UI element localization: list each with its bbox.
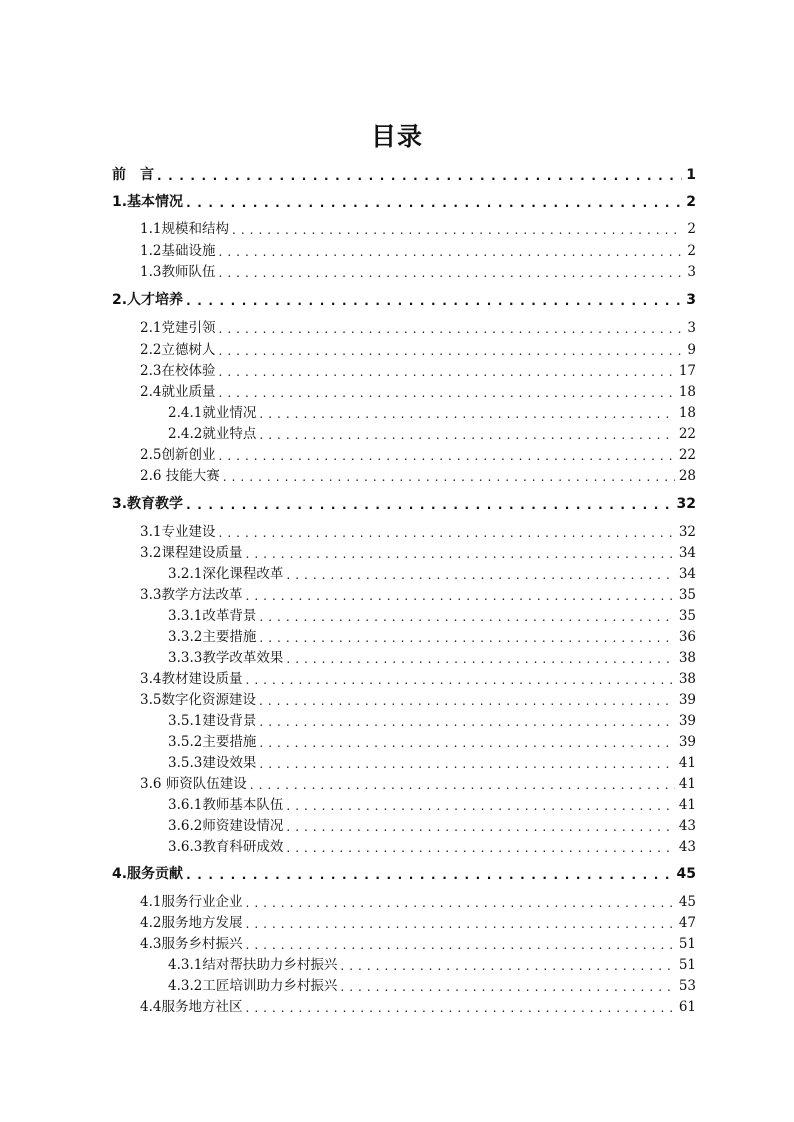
- dot-leader: [259, 712, 674, 730]
- dot-leader: [259, 607, 674, 625]
- dot-leader: [186, 193, 682, 211]
- toc-entry-label: 1.基本情况: [112, 194, 184, 210]
- toc-entry-subsection[interactable]: [0, 750, 696, 772]
- toc-entry-section[interactable]: [0, 519, 696, 541]
- toc-entry-label: 2.6 技能大赛: [140, 468, 220, 484]
- dot-leader: [245, 935, 674, 953]
- toc-entry-label: 2.5创新创业: [140, 447, 216, 463]
- toc-entry-chapter-2[interactable]: [0, 287, 696, 309]
- toc-entry-page: 47: [678, 915, 696, 931]
- dot-leader: [186, 495, 672, 513]
- toc-entry-section[interactable]: [0, 931, 696, 953]
- toc-entry-section[interactable]: [0, 379, 696, 401]
- dot-leader: [245, 893, 674, 911]
- dot-leader: [259, 404, 674, 422]
- toc-entry-label: 3.5.2主要措施: [168, 734, 257, 750]
- dot-leader: [286, 838, 674, 856]
- toc-entry-label: 4.服务贡献: [112, 866, 184, 882]
- toc-entry-page: 61: [678, 999, 696, 1015]
- dot-leader: [218, 362, 674, 380]
- toc-entry-section[interactable]: [0, 315, 696, 337]
- toc-entry-label: 2.4.2就业特点: [168, 426, 257, 442]
- dot-leader: [245, 586, 674, 604]
- toc-entry-label: 1.1规模和结构: [140, 221, 229, 237]
- dot-leader: [186, 865, 672, 883]
- toc-entry-label: 3.6.1教师基本队伍: [168, 797, 284, 813]
- dot-leader: [259, 628, 674, 646]
- toc-entry-label: 4.3.2工匠培训助力乡村振兴: [168, 978, 338, 994]
- toc-entry-label: 3.3教学方法改革: [140, 587, 243, 603]
- toc-entry-page: 22: [678, 447, 696, 463]
- toc-entry-label: 1.3教师队伍: [140, 264, 216, 280]
- toc-entry-page: 38: [678, 671, 696, 687]
- dot-leader: [218, 383, 674, 401]
- toc-entry-page: 53: [678, 978, 696, 994]
- toc-entry-subsection[interactable]: [0, 813, 696, 835]
- dot-leader: [245, 914, 674, 932]
- toc-entry-label: 4.3.1结对帮扶助力乡村振兴: [168, 957, 338, 973]
- toc-entry-label: 2.3在校体验: [140, 363, 216, 379]
- toc-entry-page: 34: [678, 545, 696, 561]
- dot-leader: [218, 263, 683, 281]
- toc-entry-section[interactable]: [0, 582, 696, 604]
- toc-entry-label: 2.4就业质量: [140, 384, 216, 400]
- toc-entry-section[interactable]: [0, 442, 696, 464]
- dot-leader: [232, 220, 683, 238]
- toc-entry-page: 43: [678, 818, 696, 834]
- toc-entry-label: 2.4.1就业情况: [168, 405, 257, 421]
- dot-leader: [218, 242, 683, 260]
- dot-leader: [286, 796, 674, 814]
- toc-entry-label: 3.3.2主要措施: [168, 629, 257, 645]
- toc-entry-label: 4.3服务乡村振兴: [140, 936, 243, 952]
- dot-leader: [286, 649, 674, 667]
- toc-entry-page: 39: [678, 713, 696, 729]
- toc-entry-subsection[interactable]: [0, 561, 696, 583]
- dot-leader: [259, 425, 674, 443]
- toc-entry-subsection[interactable]: [0, 708, 696, 730]
- toc-entry-preface[interactable]: [0, 162, 696, 184]
- toc-entry-section[interactable]: [0, 337, 696, 359]
- toc-entry-label: 4.2服务地方发展: [140, 915, 243, 931]
- dot-leader: [218, 523, 674, 541]
- toc-entry-page: 34: [678, 566, 696, 582]
- toc-entry-subsection[interactable]: [0, 973, 696, 995]
- toc-entry-subsection[interactable]: [0, 400, 696, 422]
- toc-entry-label: 3.6 师资队伍建设: [140, 776, 247, 792]
- toc-entry-page: 38: [678, 650, 696, 666]
- dot-leader: [218, 446, 674, 464]
- toc-entry-label: 3.5数字化资源建设: [140, 692, 256, 708]
- toc-entry-section[interactable]: [0, 259, 696, 281]
- toc-entry-page: 41: [678, 776, 696, 792]
- toc-entry-label: 3.6.3教育科研成效: [168, 839, 284, 855]
- toc-entry-page: 22: [678, 426, 696, 442]
- toc-entry-page: 17: [678, 363, 696, 379]
- toc-entry-label: 3.6.2师资建设情况: [168, 818, 284, 834]
- toc-entry-chapter-4[interactable]: [0, 861, 696, 883]
- toc-entry-label: 3.5.3建设效果: [168, 755, 257, 771]
- toc-entry-subsection[interactable]: [0, 645, 696, 667]
- toc-entry-page: 18: [678, 384, 696, 400]
- toc-entry-page: 28: [678, 468, 696, 484]
- toc-entry-label: 3.4教材建设质量: [140, 671, 243, 687]
- dot-leader: [157, 166, 682, 184]
- toc-entry-page: 18: [678, 405, 696, 421]
- toc-entry-subsection[interactable]: [0, 603, 696, 625]
- toc-entry-chapter-1[interactable]: [0, 189, 696, 211]
- toc-entry-label: 1.2基础设施: [140, 243, 216, 259]
- toc-entry-label: 2.人才培养: [112, 292, 184, 308]
- toc-entry-label: 4.4服务地方社区: [140, 999, 243, 1015]
- toc-entry-page: 2: [687, 243, 696, 259]
- toc-entry-label: 前 言: [112, 167, 154, 183]
- toc-entry-section[interactable]: [0, 994, 696, 1016]
- toc-entry-label: 3.3.3教学改革效果: [168, 650, 284, 666]
- dot-leader: [223, 467, 675, 485]
- toc-entry-subsection[interactable]: [0, 792, 696, 814]
- toc-entry-page: 45: [676, 866, 696, 882]
- toc-entry-section[interactable]: [0, 216, 696, 238]
- toc-entry-label: 4.1服务行业企业: [140, 894, 243, 910]
- toc-entry-page: 3: [687, 264, 696, 280]
- toc-entry-label: 3.3.1改革背景: [168, 608, 257, 624]
- dot-leader: [340, 956, 674, 974]
- toc-entry-page: 35: [678, 608, 696, 624]
- toc-entry-label: 3.教育教学: [112, 496, 184, 512]
- toc-entry-label: 2.1党建引领: [140, 320, 216, 336]
- toc-entry-section[interactable]: [0, 910, 696, 932]
- toc-entry-label: 3.2.1深化课程改革: [168, 566, 284, 582]
- toc-entry-subsection[interactable]: [0, 834, 696, 856]
- dot-leader: [218, 319, 683, 337]
- dot-leader: [245, 998, 674, 1016]
- dot-leader: [218, 341, 683, 359]
- dot-leader: [245, 670, 674, 688]
- toc-entry-subsection[interactable]: [0, 421, 696, 443]
- dot-leader: [286, 565, 674, 583]
- toc-entry-subsection[interactable]: [0, 624, 696, 646]
- toc-entry-page: 45: [678, 894, 696, 910]
- toc-entry-label: 2.2立德树人: [140, 342, 216, 358]
- toc-entry-section[interactable]: [0, 771, 696, 793]
- toc-entry-label: 3.1专业建设: [140, 524, 216, 540]
- toc-entry-label: 3.2课程建设质量: [140, 545, 243, 561]
- toc-entry-page: 1: [686, 167, 696, 183]
- toc-entry-section[interactable]: [0, 687, 696, 709]
- toc-entry-chapter-3[interactable]: [0, 491, 696, 513]
- toc-entry-page: 41: [678, 797, 696, 813]
- toc-entry-page: 43: [678, 839, 696, 855]
- toc-entry-page: 51: [678, 957, 696, 973]
- dot-leader: [259, 691, 675, 709]
- toc-entry-page: 2: [687, 221, 696, 237]
- toc-entry-subsection[interactable]: [0, 729, 696, 751]
- toc-entry-page: 51: [678, 936, 696, 952]
- toc-entry-section[interactable]: [0, 540, 696, 562]
- toc-entry-page: 32: [678, 524, 696, 540]
- toc-entry-section[interactable]: [0, 889, 696, 911]
- toc-entry-page: 35: [678, 587, 696, 603]
- toc-entry-section[interactable]: [0, 463, 696, 485]
- toc-title: 目录: [370, 122, 423, 151]
- toc-entry-page: 32: [676, 496, 696, 512]
- toc-entry-page: 41: [678, 755, 696, 771]
- toc-entry-section[interactable]: [0, 666, 696, 688]
- toc-entry-label: 3.5.1建设背景: [168, 713, 257, 729]
- toc-entry-page: 3: [687, 320, 696, 336]
- toc-entry-page: 9: [687, 342, 696, 358]
- dot-leader: [286, 817, 674, 835]
- dot-leader: [259, 754, 674, 772]
- dot-leader: [250, 775, 675, 793]
- toc-entry-page: 2: [686, 194, 696, 210]
- toc-entry-page: 36: [678, 629, 696, 645]
- dot-leader: [259, 733, 674, 751]
- toc-entry-page: 39: [678, 692, 696, 708]
- toc-entry-subsection[interactable]: [0, 952, 696, 974]
- dot-leader: [245, 544, 674, 562]
- toc-entry-page: 39: [678, 734, 696, 750]
- toc-entry-section[interactable]: [0, 238, 696, 260]
- toc-entry-page: 3: [686, 292, 696, 308]
- dot-leader: [186, 291, 682, 309]
- dot-leader: [340, 977, 674, 995]
- toc-entry-section[interactable]: [0, 358, 696, 380]
